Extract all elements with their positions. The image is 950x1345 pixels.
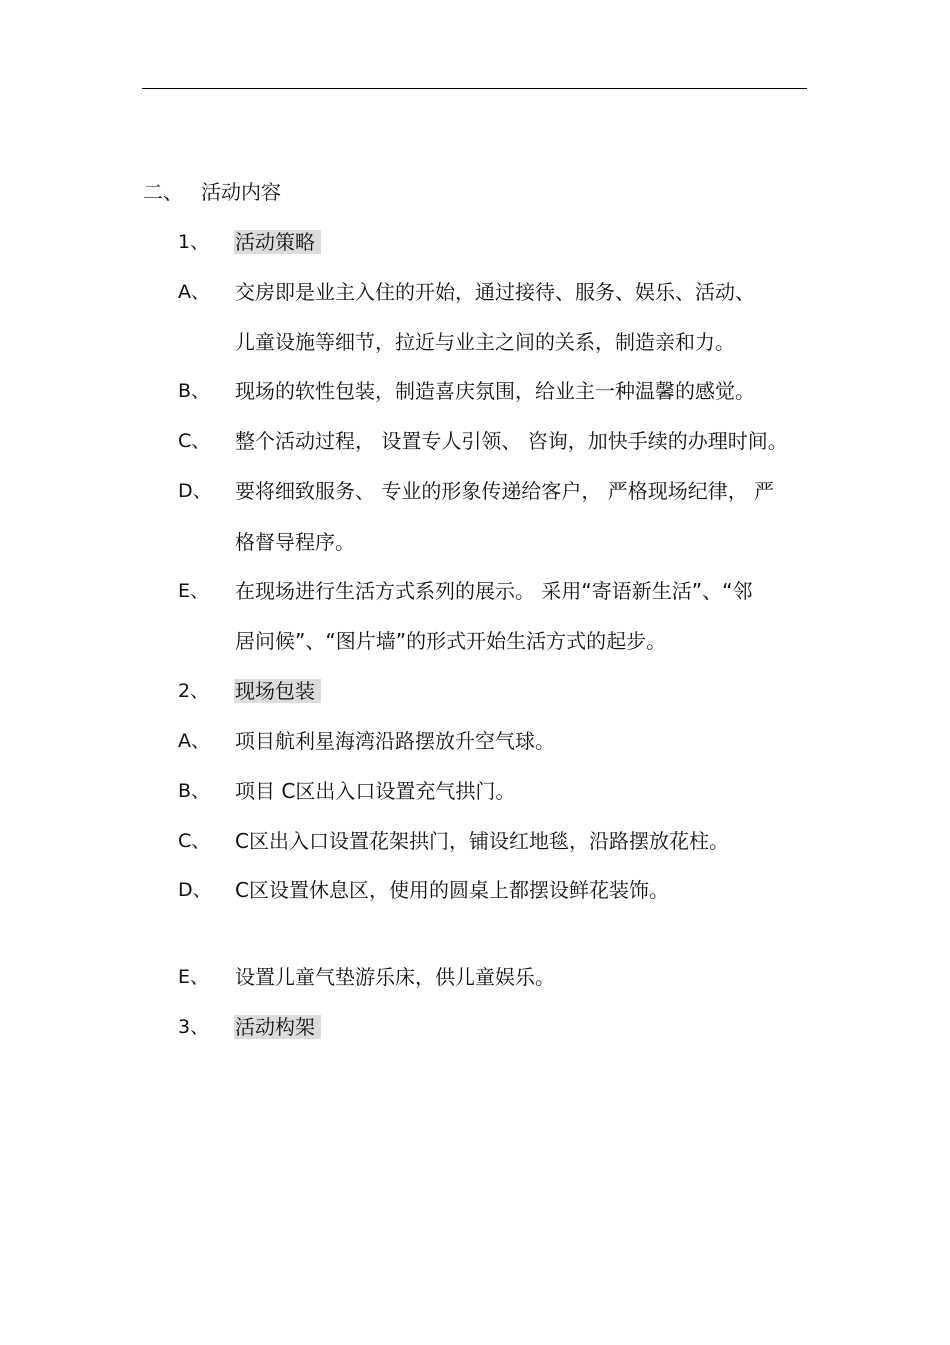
item-marker: A、 [178, 281, 210, 303]
item-text-line: C区出入口设置花架拱门，铺设红地毯，沿路摆放花柱。 [235, 829, 729, 853]
item-marker: C、 [178, 830, 211, 852]
item-marker: E、 [178, 966, 210, 988]
subsection-title [234, 229, 321, 255]
item-text-line: 居问候”、“图片墙”的形式开始生活方式的起步。 [235, 629, 667, 653]
item-marker: A、 [178, 730, 210, 752]
item-marker: D、 [178, 879, 212, 901]
item-text-line: 现场的软性包装，制造喜庆氛围，给业主一种温馨的感觉。 [235, 379, 755, 403]
item-marker: D、 [178, 480, 212, 502]
item-text-line: 整个活动过程， 设置专人引领、 咨询，加快手续的办理时间。 [235, 429, 788, 453]
subsection-title [234, 1014, 321, 1040]
subsection-number: 3、 [178, 1016, 210, 1038]
item-text-line: 要将细致服务、 专业的形象传递给客户， 严格现场纪律， 严 [235, 479, 775, 503]
subsection-number: 2、 [178, 680, 210, 702]
subsection-title-text: 活动构架 [234, 1015, 321, 1039]
item-text-line: 在现场进行生活方式系列的展示。 采用“寄语新生活”、“邻 [235, 579, 753, 603]
subsection-title-text: 现场包装 [234, 679, 321, 703]
subsection-number: 1、 [178, 231, 210, 253]
item-text-line: C区设置休息区，使用的圆桌上都摆设鲜花装饰。 [235, 878, 669, 902]
item-text-line: 项目 C区出入口设置充气拱门。 [235, 779, 516, 803]
section-title: 活动内容 [201, 180, 281, 204]
item-text-line: 项目航利星海湾沿路摆放升空气球。 [235, 729, 555, 753]
subsection-title-text: 活动策略 [234, 230, 321, 254]
item-marker: C、 [178, 430, 211, 452]
item-text-line: 儿童设施等细节，拉近与业主之间的关系，制造亲和力。 [235, 330, 735, 354]
section-number: 二、 [143, 180, 183, 204]
item-marker: E、 [178, 580, 210, 602]
subsection-title [234, 678, 321, 704]
item-text-line: 设置儿童气垫游乐床，供儿童娱乐。 [235, 965, 555, 989]
item-marker: B、 [178, 780, 211, 802]
item-marker: B、 [178, 380, 211, 402]
item-text-line: 格督导程序。 [235, 530, 355, 554]
item-text-line: 交房即是业主入住的开始，通过接待、服务、娱乐、活动、 [235, 280, 755, 304]
header-rule [142, 88, 807, 89]
